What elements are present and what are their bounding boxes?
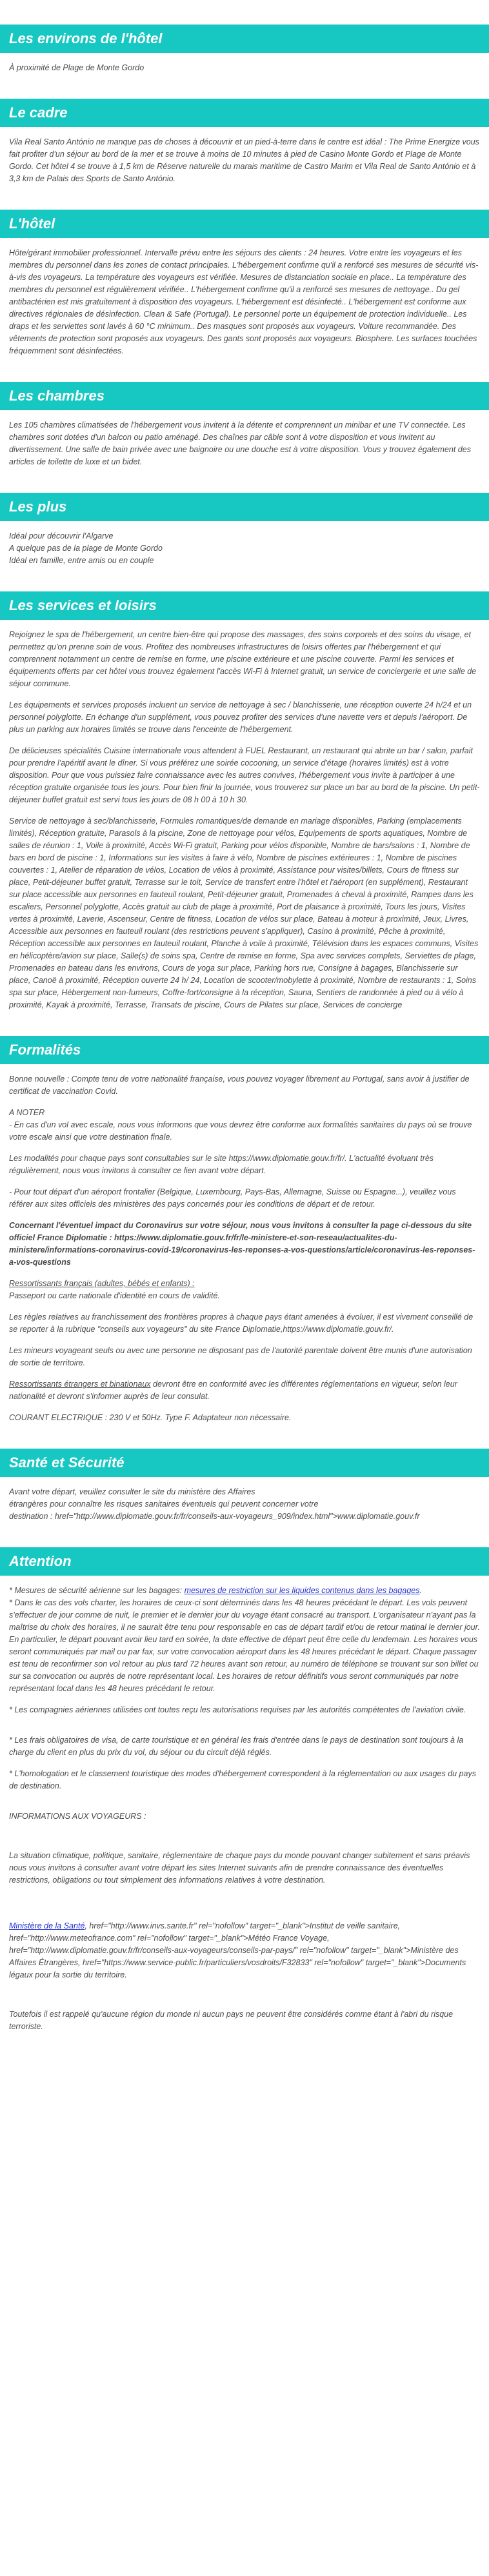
attention-paragraph: * Les compagnies aériennes utilisées ont toutes reçu les autorisations requises par les autorités compétentes de l'aviation civile. (9, 1705, 466, 1714)
terrorisme-notice: Toutefois il est rappelé qu'aucune région du monde ni aucun pays ne peuvent être considérés comme étant à l'abri du risque terroriste. (9, 2010, 454, 2031)
ressortissants-etrangers-text: devront être en conformité avec les différentes réglementations en vigueur, selon leur nationalité et devront s'informer auprès de leur consulat. (9, 1380, 457, 1401)
services-list: Service de nettoyage à sec/blanchisserie, Formules romantiques/de demande en mariage disponibles, Parking (emplacements limités), Réception gratuite, Parasols à la piscine, Zone de nettoyage pour vélos, Equipements de sports aquatiques, Nombre de salles de réunion : 1, Voile à proximité, Accès Wi-Fi gratuit, Parking pour vélos disponible, Nombre de bars/salons : 1, Nombre de bars en bord de piscine : 1, Informations sur les visites à faire à vélo, Nombre de piscines extérieures : 1, Nombre de piscines couvertes : 1, Atelier de réparation de vélos, Location de vélos à proximité, Assistance pour visites/billets, Cours de fitness sur place, Petit-déjeuner buffet gratuit, Terrasse sur le toit, Service de transfert entre l'hôtel et l'aéroport (en supplément), Restaurant sur place accessible aux personnes en fauteuil roulant, Petit-déjeuner gratuit, Promenades à cheval à proximité, Rampes dans les escaliers, Personnel polyglotte, Accès gratuit au club de plage à proximité, Port de plaisance à proximité, Tours les jours, Visites vertes à proximité, Laverie, Ascenseur, Centre de fitness, Location de vélos sur place, Bateau à moteur à proximité, Jeux, Livres, Accessible aux personnes en fauteuil roulant (des restrictions peuvent s'appliquer), Casino à proximité, Pêche à proximité, Réception accessible aux personnes en fauteuil roulant, Planche à voile à proximité, Télévision dans les espaces communs, Visites en hélicoptère/avion sur place, Salle(s) de soins spa, Centre de remise en forme, Spa avec services complets, Serviettes de plage, Promenades en bateau dans les environs, Cours de yoga sur place, Parking hors rue, Consigne à bagages, Blanchisserie sur place, Canoë à proximité, Réception ouverte 24 h/ 24, Location de scooter/mobylette à proximité, Nombre de restaurants : 1, Soins spa sur place, Hébergement non-fumeurs, Coffre-fort/consigne à la réception, Sauna, Sentiers de randonnée à pied ou à vélo à proximité, Kayak à proximité, Terrasse, Transats de piscine, Cours de Pilates sur place, Services de concierge (9, 817, 479, 1009)
ressortissants-francais-label: Ressortissants français (adultes, bébés et enfants) : (9, 1279, 195, 1288)
mesures-suffix: . (419, 1586, 422, 1595)
formalites-paragraph: Bonne nouvelle : Compte tenu de votre nationalité française, vous pouvez voyager librement au Portugal, sans avoir à justifier de certificat de vaccination Covid. (9, 1075, 470, 1096)
plus-item: Idéal pour découvrir l'Algarve (9, 531, 114, 540)
section-environs (0, 25, 489, 74)
section-title: Les environs de l'hôtel (0, 25, 489, 53)
section-title: Le cadre (0, 99, 489, 127)
attention-paragraph: nous vous invitons à consulter avant votre départ les sites Internet suivants afin de prendre connaissance des éventuelles restrictions, obligations ou tout simplement des informations relatives à votre destination. (9, 1863, 444, 1885)
plus-item: A quelque pas de la plage de Monte Gordo (9, 544, 163, 553)
passeport-text: Passeport ou carte nationale d'identité en cours de validité. (9, 1291, 220, 1300)
ministere-sante-link[interactable]: Ministère de la Santé (9, 1921, 85, 1930)
mesures-securite (9, 1585, 480, 1597)
formalites-paragraph: - Pour tout départ d'un aéroport frontalier (Belgique, Luxembourg, Pays-Bas, Allemagne, Suisse ou Espagne...), veuillez vous référer aux sites officiels des ministères des pays concernés pour les conditions de départ et de retour. (9, 1187, 456, 1209)
a-noter-label: A NOTER (9, 1108, 45, 1117)
formalites-paragraph: Les règles relatives au franchissement des frontières propres à chaque pays étant amenées à évoluer, il est vivement conseillé de se reporter à la rubrique "conseils aux voyageurs" du site France Diplomatie,https://www.diplomatie.gouv.fr/. (9, 1313, 474, 1334)
section-cadre (0, 99, 489, 185)
section-plus (0, 493, 489, 567)
courant-electrique: COURANT ELECTRIQUE : 230 V et 50Hz. Type F. Adaptateur non nécessaire. (9, 1413, 292, 1422)
mesures-prefix: * Mesures de sécurité aérienne sur les bagages: (9, 1586, 185, 1595)
sante-line: étrangères pour connaître les risques sanitaires éventuels qui peuvent concerner votre (9, 1500, 319, 1509)
section-attention (0, 1547, 489, 2033)
attention-paragraph: * Dans le cas des vols charter, les horaires de ceux-ci sont déterminés dans les 48 heures précédant le départ. Les vols peuvent s'effectuer de jour comme de nuit, le premier et le dernier jour du voyage étant consacré au transport. L'organisateur n'ayant pas la maîtrise du choix des horaires, il ne saurait être tenu pour responsable en cas de départ tardif et/ou de retour matinal le dernier jour. En particulier, le départ pouvant avoir lieu tard en soirée, la date effective de départ peut être celle du lendemain. Les horaires vous seront communiqués par mail ou par fax, sur votre convocation aéroport dans les 48 heures précédant le départ. Chaque passager est tenu de reconfirmer son vol retour au plus tard 72 heures avant son retour, au numéro de téléphone se trouvant sur son billet ou sur sa convocation ou auprès de notre représentant local. Les horaires de retour définitifs vous seront communiqués par notre représentant local dans les 48 heures précédant le retour. (9, 1598, 480, 1693)
section-title: Les chambres (0, 382, 489, 410)
plus-item: Idéal en famille, entre amis ou en couple (9, 556, 154, 565)
section-title: L'hôtel (0, 210, 489, 238)
section-chambres (0, 382, 489, 468)
sante-line: Avant votre départ, veuillez consulter le site du ministère des Affaires (9, 1487, 255, 1496)
section-services (0, 591, 489, 1011)
section-title: Les services et loisirs (0, 591, 489, 620)
ressortissants-etrangers-paragraph (9, 1378, 480, 1403)
sante-line: destination : href="http://www.diplomatie.gouv.fr/fr/conseils-aux-voyageurs_909/index.html">www.diplomatie.gouv.fr (9, 1512, 420, 1521)
section-text: Vila Real Santo António ne manque pas de choses à découvrir et un pied-à-terre dans le centre est idéal : The Prime Energize vous fait profiter d'un séjour au bord de la mer et se trouve à moins de 10 minutes à pied de Casino Monte Gordo et Plage de Monte Gordo. Cet hôtel 4 se trouve à 1,5 km de Réserve naturelle du marais maritime de Castro Marim et Vila Real de Santo António et à 3,3 km de Palais des Sports de Santo António. (9, 137, 479, 183)
formalites-paragraph: Les modalités pour chaque pays sont consultables sur le site https://www.diplomatie.gouv.fr/fr/. L'actualité évoluant très régulièrement, nous vous invitons à consulter ce lien avant votre départ. (9, 1154, 434, 1175)
services-paragraph: De délicieuses spécialités Cuisine internationale vous attendent à FUEL Restaurant, un restaurant qui abrite un bar / salon, parfait pour prendre l'apéritif avant le dîner. Si vous préférez une soirée cocooning, un service d'étage (horaires limités) est à votre disposition. Pour que vous puissiez faire connaissance avec les autres convives, l'hébergement vous invite à participer à une réception gratuite organisée tous les jours. Pour bien finir la journée, vous trouverez sur place un bar au bord de la piscine. Un petit-déjeuner buffet gratuit est servi tous les jours de 08 h 00 à 10 h 30. (9, 746, 480, 804)
section-title: Formalités (0, 1036, 489, 1064)
services-paragraph: Les équipements et services proposés incluent un service de nettoyage à sec / blanchisserie, une réception ouverte 24 h/24 et un personnel polyglotte. En échange d'un supplément, vous pouvez profiter des services d'une navette vers et depuis l'aéroport. De plus un parking aux horaires limités se trouve dans l'enceinte de l'hébergement. (9, 700, 472, 734)
section-sante (0, 1449, 489, 1523)
section-title: Attention (0, 1547, 489, 1576)
sites-list (9, 1920, 480, 1981)
section-title: Santé et Sécurité (0, 1449, 489, 1477)
attention-paragraph: La situation climatique, politique, sanitaire, réglementaire de chaque pays du monde pouvant changer subitement et sans préavis (9, 1851, 470, 1860)
section-text: Les 105 chambres climatisées de l'hébergement vous invitent à la détente et comprennent un minibar et une TV connectée. Les chambres sont dotées d'un balcon ou patio aménagé. Des chaînes par câble sont à votre disposition et vous invitent au divertissement. Une salle de bain privée avec une baignoire ou une douche est à votre disposition. Vous y trouvez également des articles de toilette de luxe et un bidet. (9, 421, 471, 466)
sites-list-text: , href="http://www.invs.sante.fr" rel="nofollow" target="_blank">Institut de veille sanitaire, href="http://www.meteofrance.com" rel="nofollow" target="_blank">Météo France Voyage, href="http://www.diplomatie.gouv.fr/fr/conseils-aux-voyageurs/conseils-par-pays/" rel="nofollow" target="_blank">Ministère des Affaires Étrangères, href="https://www.service-public.fr/particuliers/vosdroits/F32833" rel="nofollow" target="_blank">Documents légaux pour la sortie du territoire. (9, 1921, 466, 1979)
informations-voyageurs-label: INFORMATIONS AUX VOYAGEURS : (9, 1812, 146, 1821)
ressortissants-etrangers-label: Ressortissants étrangers et binationaux (9, 1380, 151, 1389)
liquides-restriction-link[interactable]: mesures de restriction sur les liquides contenus dans les bagages (184, 1586, 420, 1595)
section-hotel (0, 210, 489, 357)
page (0, 25, 489, 2033)
formalites-paragraph: Les mineurs voyageant seuls ou avec une personne ne disposant pas de l'autorité parentale doivent être munis d'une autorisation de sortie de territoire. (9, 1346, 472, 1367)
formalites-paragraph: - En cas d'un vol avec escale, nous vous informons que vous devrez être conforme aux formalités sanitaires du pays où se trouve votre escale ainsi que votre destination finale. (9, 1120, 472, 1142)
section-text: Hôte/gérant immobilier professionnel. Intervalle prévu entre les séjours des clients : 24 heures. Votre entre les voyageurs et les membres du personnel dans les zones de contact principales. L'hébergement confirme qu'il a renforcé ses mesures de sécurité vis-à-vis des voyageurs. La température des voyageurs est vérifiée. Mesures de distanciation sociale en place.. La température des membres du personnel est régulièrement vérifiée.. L'hébergement confirme qu'il a renforcé ses mesures de nettoyage.. Du gel antibactérien est mis gratuitement à disposition des voyageurs. L'hébergement est désinfecté.. L'hébergement est conforme aux directives régionales de désinfection. Clean & Safe (Portugal). Le personnel porte un équipement de protection individuelle.. Les draps et les serviettes sont lavés à 60 °C minimum.. Des masques sont proposés aux voyageurs. Voiture recommandée. Des vêtements de protection sont proposés aux voyageurs. Des gants sont proposés aux voyageurs. Biosphere. Les surfaces touchées fréquemment sont désinfectées. (9, 248, 479, 355)
section-text: À proximité de Plage de Monte Gordo (9, 63, 145, 72)
coronavirus-notice: Concernant l'éventuel impact du Coronavirus sur votre séjour, nous vous invitons à consulter la page ci-dessous du site officiel France Diplomatie : https://www.diplomatie.gouv.fr/fr/le-ministere-et-son-reseau/actualites-du-ministere/informations-coronavirus-covid-19/coronavirus-les-reponses-a-vos-questions/article/coronavirus-les-reponses-a-vos-questions (9, 1221, 475, 1267)
attention-paragraph: * L'homologation et le classement touristique des modes d'hébergement correspondent à la réglementation ou aux usages du pays de destination. (9, 1769, 476, 1790)
services-paragraph: Rejoignez le spa de l'hébergement, un centre bien-être qui propose des massages, des soins corporels et des soins du visage, et permettez qu'on prenne soin de vous. Profitez des nombreuses infrastructures de loisirs offertes par l'hébergement et qui comprennent notamment un centre de remise en forme, une piscine extérieure et une piscine couverte. Parmi les services et équipements offerts par cet hôtel vous trouvez également l'accès Wi-Fi à Internet gratuit, un service de conciergerie et une salle de séjour commune. (9, 630, 477, 688)
section-title: Les plus (0, 493, 489, 521)
section-formalites (0, 1036, 489, 1424)
attention-paragraph: * Les frais obligatoires de visa, de carte touristique et en général les frais d'entrée dans le pays de destination sont toujours à la charge du client en plus du prix du vol, du séjour ou du circuit déjà réglés. (9, 1736, 464, 1757)
